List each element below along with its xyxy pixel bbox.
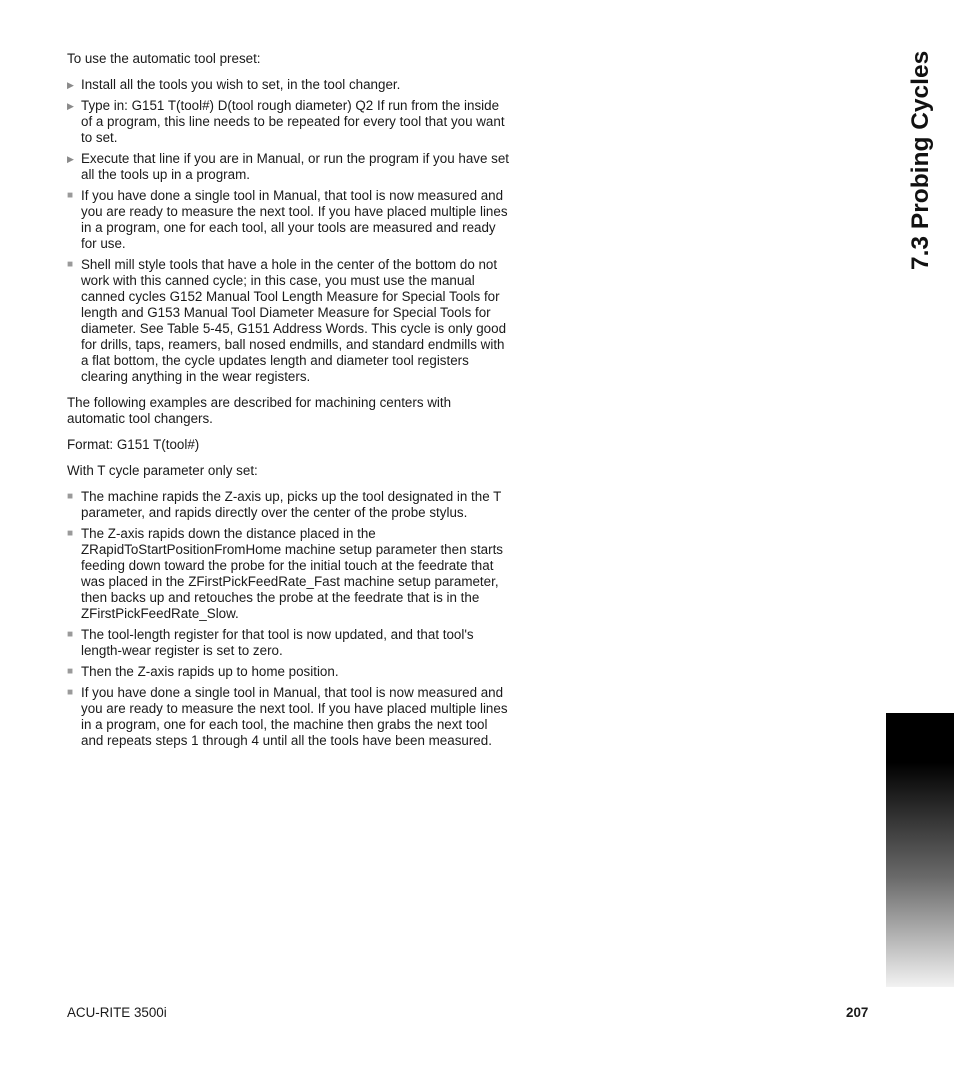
t-cycle-text: The tool-length register for that tool is now updated, and that tool's length-wear register is set to zero. [81, 627, 474, 658]
format-paragraph: Format: G151 T(tool#) [67, 437, 200, 452]
square-bullet-icon: ■ [67, 629, 74, 640]
note-item [67, 257, 512, 385]
footer-product: ACU-RITE 3500i [67, 1005, 167, 1020]
t-cycle-text: The machine rapids the Z-axis up, picks up the tool designated in the T parameter, and rapids directly over the center of the probe stylus. [81, 489, 502, 520]
t-cycle-text: If you have done a single tool in Manual, that tool is now measured and you are ready to measure the next tool. If you have placed multiple lines in a program, one for each tool, the machine then grabs the next tool and repeats steps 1 through 4 until all the tools have been measured. [81, 685, 508, 748]
square-bullet-icon: ■ [67, 190, 74, 201]
triangle-bullet-icon: ▶ [67, 80, 74, 90]
page-content [67, 51, 512, 754]
square-bullet-icon: ■ [67, 491, 74, 502]
intro-paragraph: To use the automatic tool preset: [67, 51, 261, 66]
step-item [67, 98, 512, 146]
square-bullet-icon: ■ [67, 666, 74, 677]
t-cycle-paragraph: With T cycle parameter only set: [67, 463, 258, 478]
step-item [67, 151, 512, 183]
step-text: Install all the tools you wish to set, in the tool changer. [81, 77, 401, 92]
note-item [67, 188, 512, 252]
square-bullet-icon: ■ [67, 687, 74, 698]
chapter-thumb-tab [886, 713, 954, 987]
triangle-bullet-icon: ▶ [67, 154, 74, 164]
t-cycle-text: The Z-axis rapids down the distance placed in the ZRapidToStartPositionFromHome machine setup parameter then starts feeding down toward the probe for the initial touch at the feedrate that was placed in the ZFirstPickFeedRate_Fast machine setup parameter, then backs up and retouches the probe at the feedrate that is in the ZFirstPickFeedRate_Slow. [81, 526, 503, 621]
t-cycle-item [67, 685, 512, 749]
t-cycle-item [67, 489, 512, 521]
page-number: 207 [846, 1005, 869, 1020]
step-text: Execute that line if you are in Manual, or run the program if you have set all the tools up in a program. [81, 151, 509, 182]
section-title-vertical [906, 52, 942, 272]
note-text: If you have done a single tool in Manual, that tool is now measured and you are ready to measure the next tool. If you have placed multiple lines in a program, one for each tool, all your tools are measured and ready for use. [81, 188, 508, 251]
note-text: Shell mill style tools that have a hole in the center of the bottom do not work with this canned cycle; in this case, you must use the manual canned cycles G152 Manual Tool Length Measure for Special Tools for length and G153 Manual Tool Diameter Measure for Special Tools for diameter. See Table 5-45, G151 Address Words. This cycle is only good for drills, taps, reamers, ball nosed endmills, and standard endmills with a flat bottom, the cycle updates length and diameter tool registers clearing anything in the wear registers. [81, 257, 507, 384]
t-cycle-text: Then the Z-axis rapids up to home position. [81, 664, 339, 679]
square-bullet-icon: ■ [67, 259, 74, 270]
examples-paragraph: The following examples are described for machining centers with automatic tool changers. [67, 395, 452, 426]
square-bullet-icon: ■ [67, 528, 74, 539]
t-cycle-item [67, 664, 512, 680]
t-cycle-item [67, 627, 512, 659]
triangle-bullet-icon: ▶ [67, 101, 74, 111]
section-title: 7.3 Probing Cycles [907, 50, 934, 270]
t-cycle-item [67, 526, 512, 622]
step-item [67, 77, 512, 93]
step-text: Type in: G151 T(tool#) D(tool rough diameter) Q2 If run from the inside of a program, this line needs to be repeated for every tool that you want to set. [81, 98, 505, 145]
